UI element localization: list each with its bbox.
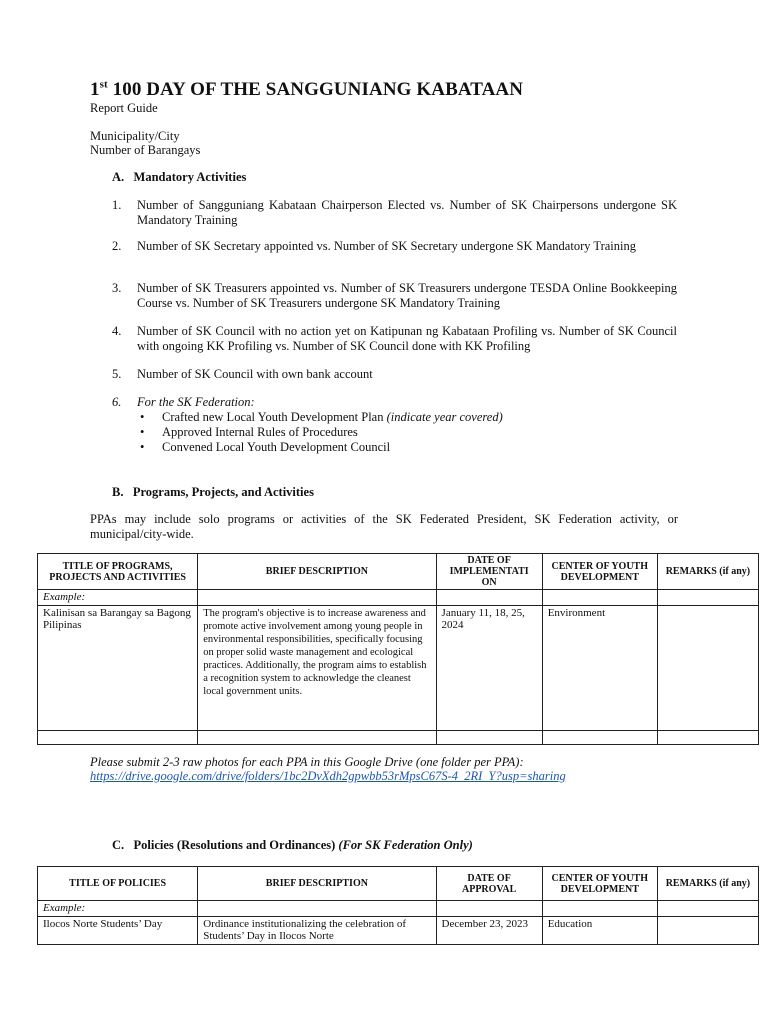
table-cell: January 11, 18, 25, 2024 <box>436 605 542 730</box>
section-c-heading-text: C. Policies (Resolutions and Ordinances) <box>112 838 339 852</box>
municipality-label: Municipality/City <box>90 129 180 143</box>
table-cell: Kalinisan sa Barangay sa Bagong Pilipinas <box>38 605 198 730</box>
table-cell <box>657 916 758 944</box>
table-row <box>38 901 759 917</box>
table-cell <box>657 590 758 606</box>
list-item-text: For the SK Federation: <box>137 395 255 409</box>
bullet-text: Crafted new Local Youth Development Plan <box>162 410 387 424</box>
bullet-item <box>140 440 390 455</box>
list-item <box>112 281 677 311</box>
table-cell <box>436 590 542 606</box>
list-item-text: Number of SK Council with no action yet on Katipunan ng Kabataan Profiling vs. Number of SK Council with ongoing KK Profiling vs. Number of SK Council done with KK Profiling <box>137 324 677 353</box>
column-header: REMARKS (if any) <box>657 867 758 901</box>
table-cell: Environment <box>542 605 657 730</box>
table-cell <box>38 730 198 744</box>
list-item <box>112 395 677 410</box>
table-row <box>38 730 759 744</box>
drive-link[interactable]: https://drive.google.com/drive/folders/1bc2DvXdh2gpwbb53rMpsC67S-4_2RI_Y?usp=sharing <box>90 769 566 783</box>
section-c-heading <box>112 838 473 853</box>
table-cell <box>198 901 436 917</box>
table-cell: Ilocos Norte Students’ Day <box>38 916 198 944</box>
list-item <box>112 239 677 254</box>
submit-note: Please submit 2-3 raw photos for each PPA in this Google Drive (one folder per PPA): <box>90 755 524 769</box>
table-cell: The program's objective is to increase awareness and promote active involvement among young people in environmental responsibilities, specifically focusing on proper solid waste management and ecological practices. Additionally, the program aims to establish a recognition system to acknowledge the cleanest local government units. <box>198 605 436 730</box>
column-header: BRIEF DESCRIPTION <box>198 554 436 590</box>
list-item-number: 6. <box>112 395 122 409</box>
table-cell <box>542 730 657 744</box>
column-header: CENTER OF YOUTH DEVELOPMENT <box>542 554 657 590</box>
column-header: TITLE OF POLICIES <box>38 867 198 901</box>
bullet-text: Convened Local Youth Development Council <box>162 440 391 454</box>
section-a-heading: A. Mandatory Activities <box>112 170 247 184</box>
table-row <box>38 916 759 944</box>
example-label: Example: <box>38 901 198 917</box>
table-cell <box>657 901 758 917</box>
table-row <box>38 605 759 730</box>
bullet-item <box>140 410 503 425</box>
table-header-row <box>38 554 759 590</box>
table-cell: Ordinance institutionalizing the celebration of Students’ Day in Ilocos Norte <box>198 916 436 944</box>
column-header: TITLE OF PROGRAMS, PROJECTS AND ACTIVITIES <box>38 554 198 590</box>
list-item <box>112 198 677 228</box>
title-prefix: 1 <box>90 79 100 100</box>
title-superscript: st <box>99 78 108 91</box>
column-header: DATE OF APPROVAL <box>436 867 542 901</box>
table-cell <box>542 590 657 606</box>
table-cell <box>436 901 542 917</box>
list-item-number: 4. <box>112 324 122 338</box>
table-row <box>38 590 759 606</box>
section-b-intro: PPAs may include solo programs or activities of the SK Federated President, SK Federation activity, or municipal/city-wide. <box>90 512 678 541</box>
column-header: REMARKS (if any) <box>657 554 758 590</box>
table-cell <box>657 605 758 730</box>
table-cell <box>657 730 758 744</box>
table-cell: December 23, 2023 <box>436 916 542 944</box>
list-item <box>112 367 677 382</box>
policies-table <box>37 866 759 945</box>
bullet-icon: • <box>140 440 145 454</box>
bullet-item <box>140 425 358 440</box>
example-label: Example: <box>38 590 198 606</box>
list-item-number: 2. <box>112 239 122 253</box>
table-cell <box>198 730 436 744</box>
subtitle: Report Guide <box>90 101 158 115</box>
bullet-icon: • <box>140 410 145 424</box>
section-c-heading-note: (For SK Federation Only) <box>338 838 473 852</box>
section-b-heading: B. Programs, Projects, and Activities <box>112 485 314 499</box>
bullet-text: Approved Internal Rules of Procedures <box>162 425 358 439</box>
table-header-row <box>38 867 759 901</box>
ppa-table <box>37 553 759 745</box>
bullet-icon: • <box>140 425 145 439</box>
list-item-text: Number of Sangguniang Kabataan Chairperson Elected vs. Number of SK Chairpersons undergone SK Mandatory Training <box>137 198 677 227</box>
list-item-number: 3. <box>112 281 122 295</box>
list-item-number: 5. <box>112 367 122 381</box>
table-cell <box>436 730 542 744</box>
list-item <box>112 324 677 354</box>
list-item-text: Number of SK Treasurers appointed vs. Number of SK Treasurers undergone TESDA Online Bookkeeping Course vs. Number of SK Treasurers undergone SK Mandatory Training <box>137 281 677 310</box>
column-header: CENTER OF YOUTH DEVELOPMENT <box>542 867 657 901</box>
title-text: 100 DAY OF THE SANGGUNIANG KABATAAN <box>107 79 524 100</box>
list-item-text: Number of SK Secretary appointed vs. Number of SK Secretary undergone SK Mandatory Training <box>137 239 636 253</box>
bullet-note: (indicate year covered) <box>386 410 503 424</box>
table-cell <box>198 590 436 606</box>
table-cell <box>542 901 657 917</box>
table-cell: Education <box>542 916 657 944</box>
list-item-text: Number of SK Council with own bank account <box>137 367 373 381</box>
column-header: BRIEF DESCRIPTION <box>198 867 436 901</box>
list-item-number: 1. <box>112 198 122 212</box>
page-title <box>90 79 523 101</box>
column-header: DATE OF IMPLEMENTATI ON <box>436 554 542 590</box>
barangays-label: Number of Barangays <box>90 143 201 157</box>
